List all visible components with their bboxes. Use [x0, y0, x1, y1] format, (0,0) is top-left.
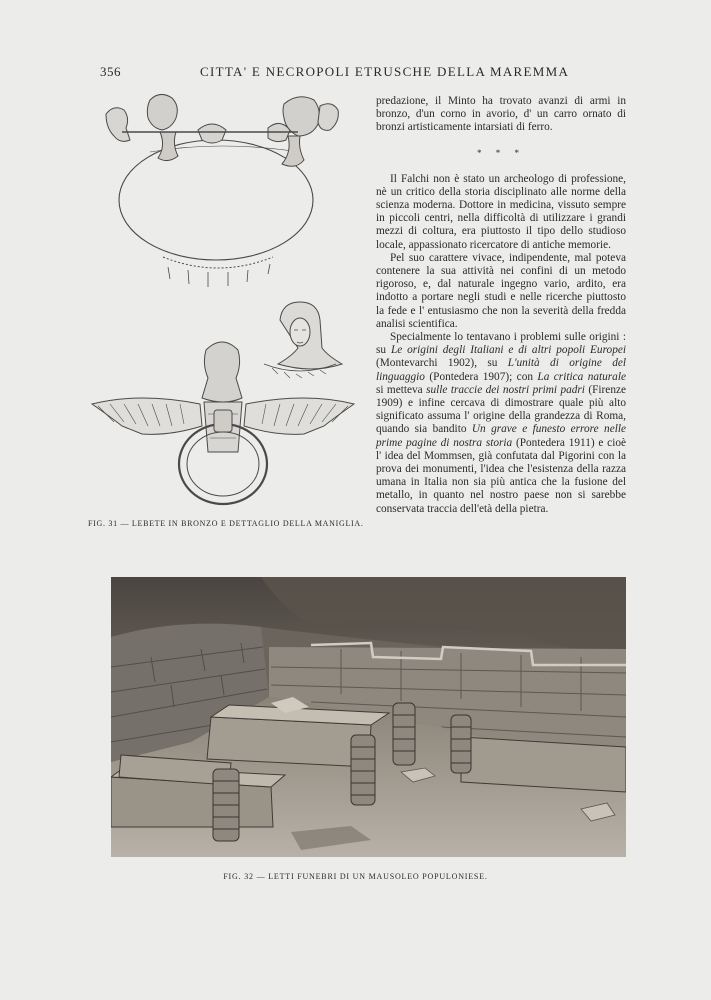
funerary-bed-right	[461, 737, 626, 792]
protome-center	[147, 94, 177, 130]
funerary-bed-center	[207, 717, 371, 767]
paragraph-4: Specialmente lo tentavano i problemi sulle origini : su Le origini degli Italiani e di altri popoli Europei (Montevarchi 1902), su L'unità di origine del linguaggio (Pontedera 1907); con La critica naturale si metteva sulle traccie dei nostri primi padri (Firenze 1909) e infine cercava di dimostrare quale più alto significato assuma l' origine della grandezza di Roma, quando sia bandito Un grave e funesto errore nelle prime pagine di nostra storia (Pontedera 1911) e cioè l' idea del Mommsen, già confutata dal Pigorini con la prova dei monumenti, l'idea che l'esistenza della razza umana in Italia non sia più antica che la fusione del metallo, in quanto nel nostro paese non si sarebbe conservata traccia dell'età della pietra.	[376, 331, 627, 515]
paragraph-2: Il Falchi non è stato un archeologo di professione, nè un critico della storia disciplinato alle norme della scienza moderna. Dottore in medicina, vissuto sempre in piccoli centri, nella difficoltà di utilizzare i grandi mezzi di coltura, era piuttosto il tipo dello studioso locale, appassionato ricercatore di antiche memorie.	[376, 172, 626, 251]
figure-31-caption: FIG. 31 — LEBETE IN BRONZO E DETTAGLIO DELLA MANIGLIA.	[88, 519, 364, 528]
paragraph-1: predazione, il Minto ha trovato avanzi di armi in bronzo, d'un corno in avorio, d' un carro ornato di bronzi artisticamente intarsiati di ferro.	[376, 95, 626, 134]
figure-32-caption: FIG. 32 — LETTI FUNEBRI DI UN MAUSOLEO POPULONIESE.	[223, 872, 488, 881]
cauldron-body	[119, 140, 313, 260]
winged-figure-body	[202, 342, 242, 402]
running-title: CITTA' E NECROPOLI ETRUSCHE DELLA MAREMMA	[200, 64, 570, 79]
cauldron-illustration	[88, 92, 358, 512]
page-number: 356	[100, 64, 121, 79]
body-text-column	[376, 95, 626, 516]
figure-31-cauldron-drawing	[88, 92, 358, 512]
paragraph-3: Pel suo carattere vivace, indipendente, mal poteva contenere la sua attività nei confini di un metodo rigoroso, e, dal naturale ingegno vario, ardito, era indotto a portare negli studi e nelle ricerche piuttosto la fede e l' entusiasmo che non la severità della fredda analisi scientifica.	[376, 251, 626, 330]
section-separator: * * *	[477, 147, 525, 158]
mausoleum-photo	[111, 577, 626, 857]
figure-32-photo	[111, 577, 626, 857]
protome-left	[106, 108, 130, 142]
